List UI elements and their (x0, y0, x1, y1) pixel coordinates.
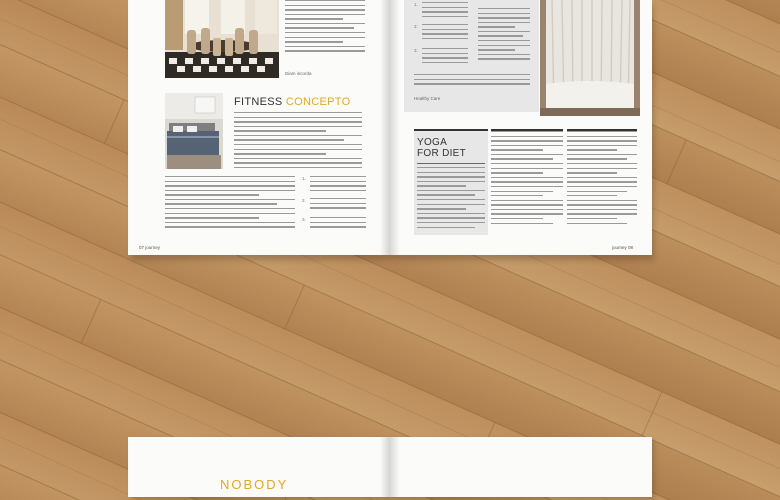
left-column-body-text (165, 176, 295, 230)
left-folio: 07 journey (139, 245, 161, 250)
right-list-number-2: 2. (414, 24, 418, 29)
left-page-gutter (380, 0, 390, 255)
list-item-1-text (310, 176, 366, 192)
dining-caption: Diam incorda (285, 71, 312, 76)
right-list-item-3 (422, 48, 468, 66)
right-list-number-1: 1. (414, 2, 418, 7)
bottom-right-page (390, 437, 652, 497)
list-number-3: 3. (302, 217, 306, 222)
yoga-column-3 (567, 131, 637, 231)
fitness-heading-word: FITNESS (234, 96, 283, 108)
right-list-item-1 (422, 2, 468, 20)
left-page (128, 0, 390, 255)
right-page (390, 0, 652, 255)
yoga-panel (414, 129, 488, 235)
right-folio: journey 08 (612, 245, 634, 250)
top-panel (404, 0, 539, 112)
nobody-heading: NOBODY (220, 477, 289, 492)
yoga-column-3-rule (567, 129, 637, 131)
top-panel-column-2 (478, 8, 530, 64)
fitness-body-text (234, 112, 362, 174)
top-panel-summary (414, 74, 530, 86)
dining-room-illustration (165, 0, 279, 78)
bedroom-photo (165, 93, 223, 169)
yoga-panel-text (417, 167, 485, 231)
curtain-illustration (540, 0, 640, 116)
right-page-gutter (390, 0, 400, 255)
intro-body-text (285, 0, 365, 60)
right-list-item-2 (422, 24, 468, 42)
fitness-heading (234, 96, 350, 108)
for-diet-heading: FOR DIET (417, 148, 467, 159)
right-list-number-3: 3. (414, 48, 418, 53)
bedroom-illustration (165, 93, 223, 169)
yoga-column-2-rule (491, 129, 563, 131)
list-number-1: 1. (302, 176, 306, 181)
list-number-2: 2. (302, 198, 306, 203)
bottom-right-gutter (390, 437, 400, 497)
list-item-3-text (310, 217, 366, 229)
bottom-left-gutter (380, 437, 390, 497)
concepto-heading-word: CONCEPTO (285, 96, 351, 108)
yoga-column-2 (491, 131, 563, 231)
bottom-left-page (128, 437, 390, 497)
healthy-care-caption: Healthy Care (414, 96, 441, 101)
yoga-heading: YOGA (417, 137, 448, 148)
list-item-2-text (310, 198, 366, 212)
curtain-window-photo (540, 0, 640, 116)
dining-room-photo (165, 0, 279, 78)
